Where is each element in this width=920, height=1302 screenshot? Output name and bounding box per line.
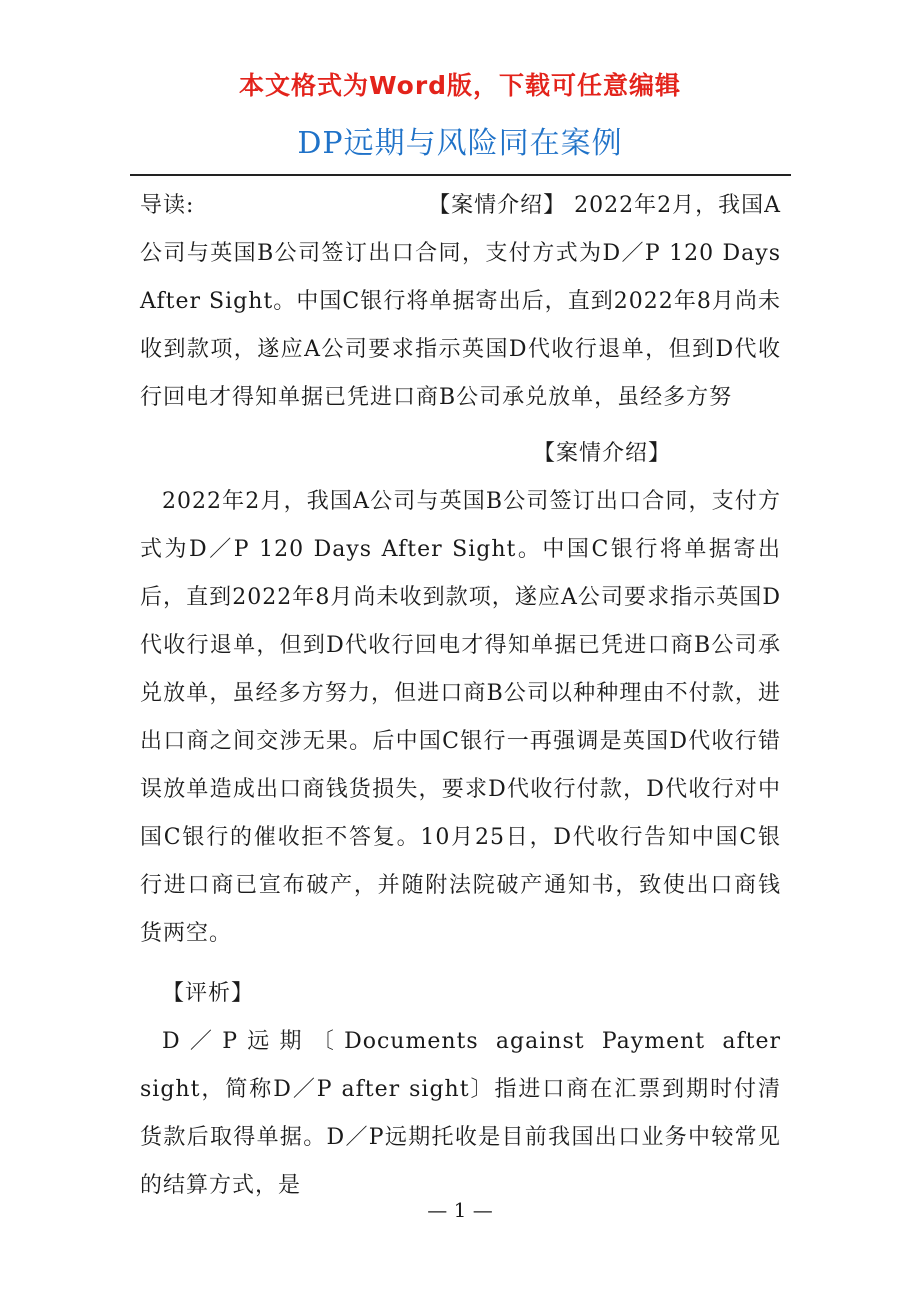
lead-paragraph: 公司与英国B公司签订出口合同，支付方式为D／P 120 Days After Sight。中国C银行将单据寄出后，直到2022年8月尚未收到款项，遂应A公司要求指示英国D代收行退单，但到D代收行回电才得知单据已凭进口商B公司承兑放单，虽经多方努: [140, 241, 781, 410]
document-body: [140, 182, 781, 1210]
case-paragraph: 2022年2月，我国A公司与英国B公司签订出口合同，支付方式为D／P 120 Days After Sight。中国C银行将单据寄出后，直到2022年8月尚未收到款项，遂应A公司要求指示英国D代收行退单，但到D代收行回电才得知单据已凭进口商B公司承兑放单，虽经多方努力，但进口商B公司以种种理由不付款，进出口商之间交涉无果。后中国C银行一再强调是英国D代收行错误放单造成出口商钱货损失，要求D代收行付款，D代收行对中国C银行的催收拒不答复。10月25日，D代收行告知中国C银行进口商已宣布破产，并随附法院破产通知书，致使出口商钱货两空。: [140, 489, 781, 946]
analysis-paragraph: D／P远期〔Documents against Payment after sight，简称D／P after sight〕指进口商在汇票到期时付清货款后取得单据。D／P远期托收是目前我国出口业务中较常见的结算方式，是: [140, 1029, 781, 1198]
title-divider: [130, 174, 791, 176]
page-title: DP远期与风险同在案例: [297, 126, 623, 161]
lead-first-text: 【案情介绍】 2022年2月，我国A: [428, 193, 781, 218]
page-number: — 1 —: [427, 1198, 493, 1222]
lead-label: 导读:: [140, 193, 195, 218]
case-heading: 【案情介绍】: [532, 441, 671, 466]
download-banner: 本文格式为Word版，下载可任意编辑: [238, 71, 682, 100]
lead-first-line: [140, 182, 781, 230]
analysis-heading: 【评析】: [162, 981, 255, 1006]
